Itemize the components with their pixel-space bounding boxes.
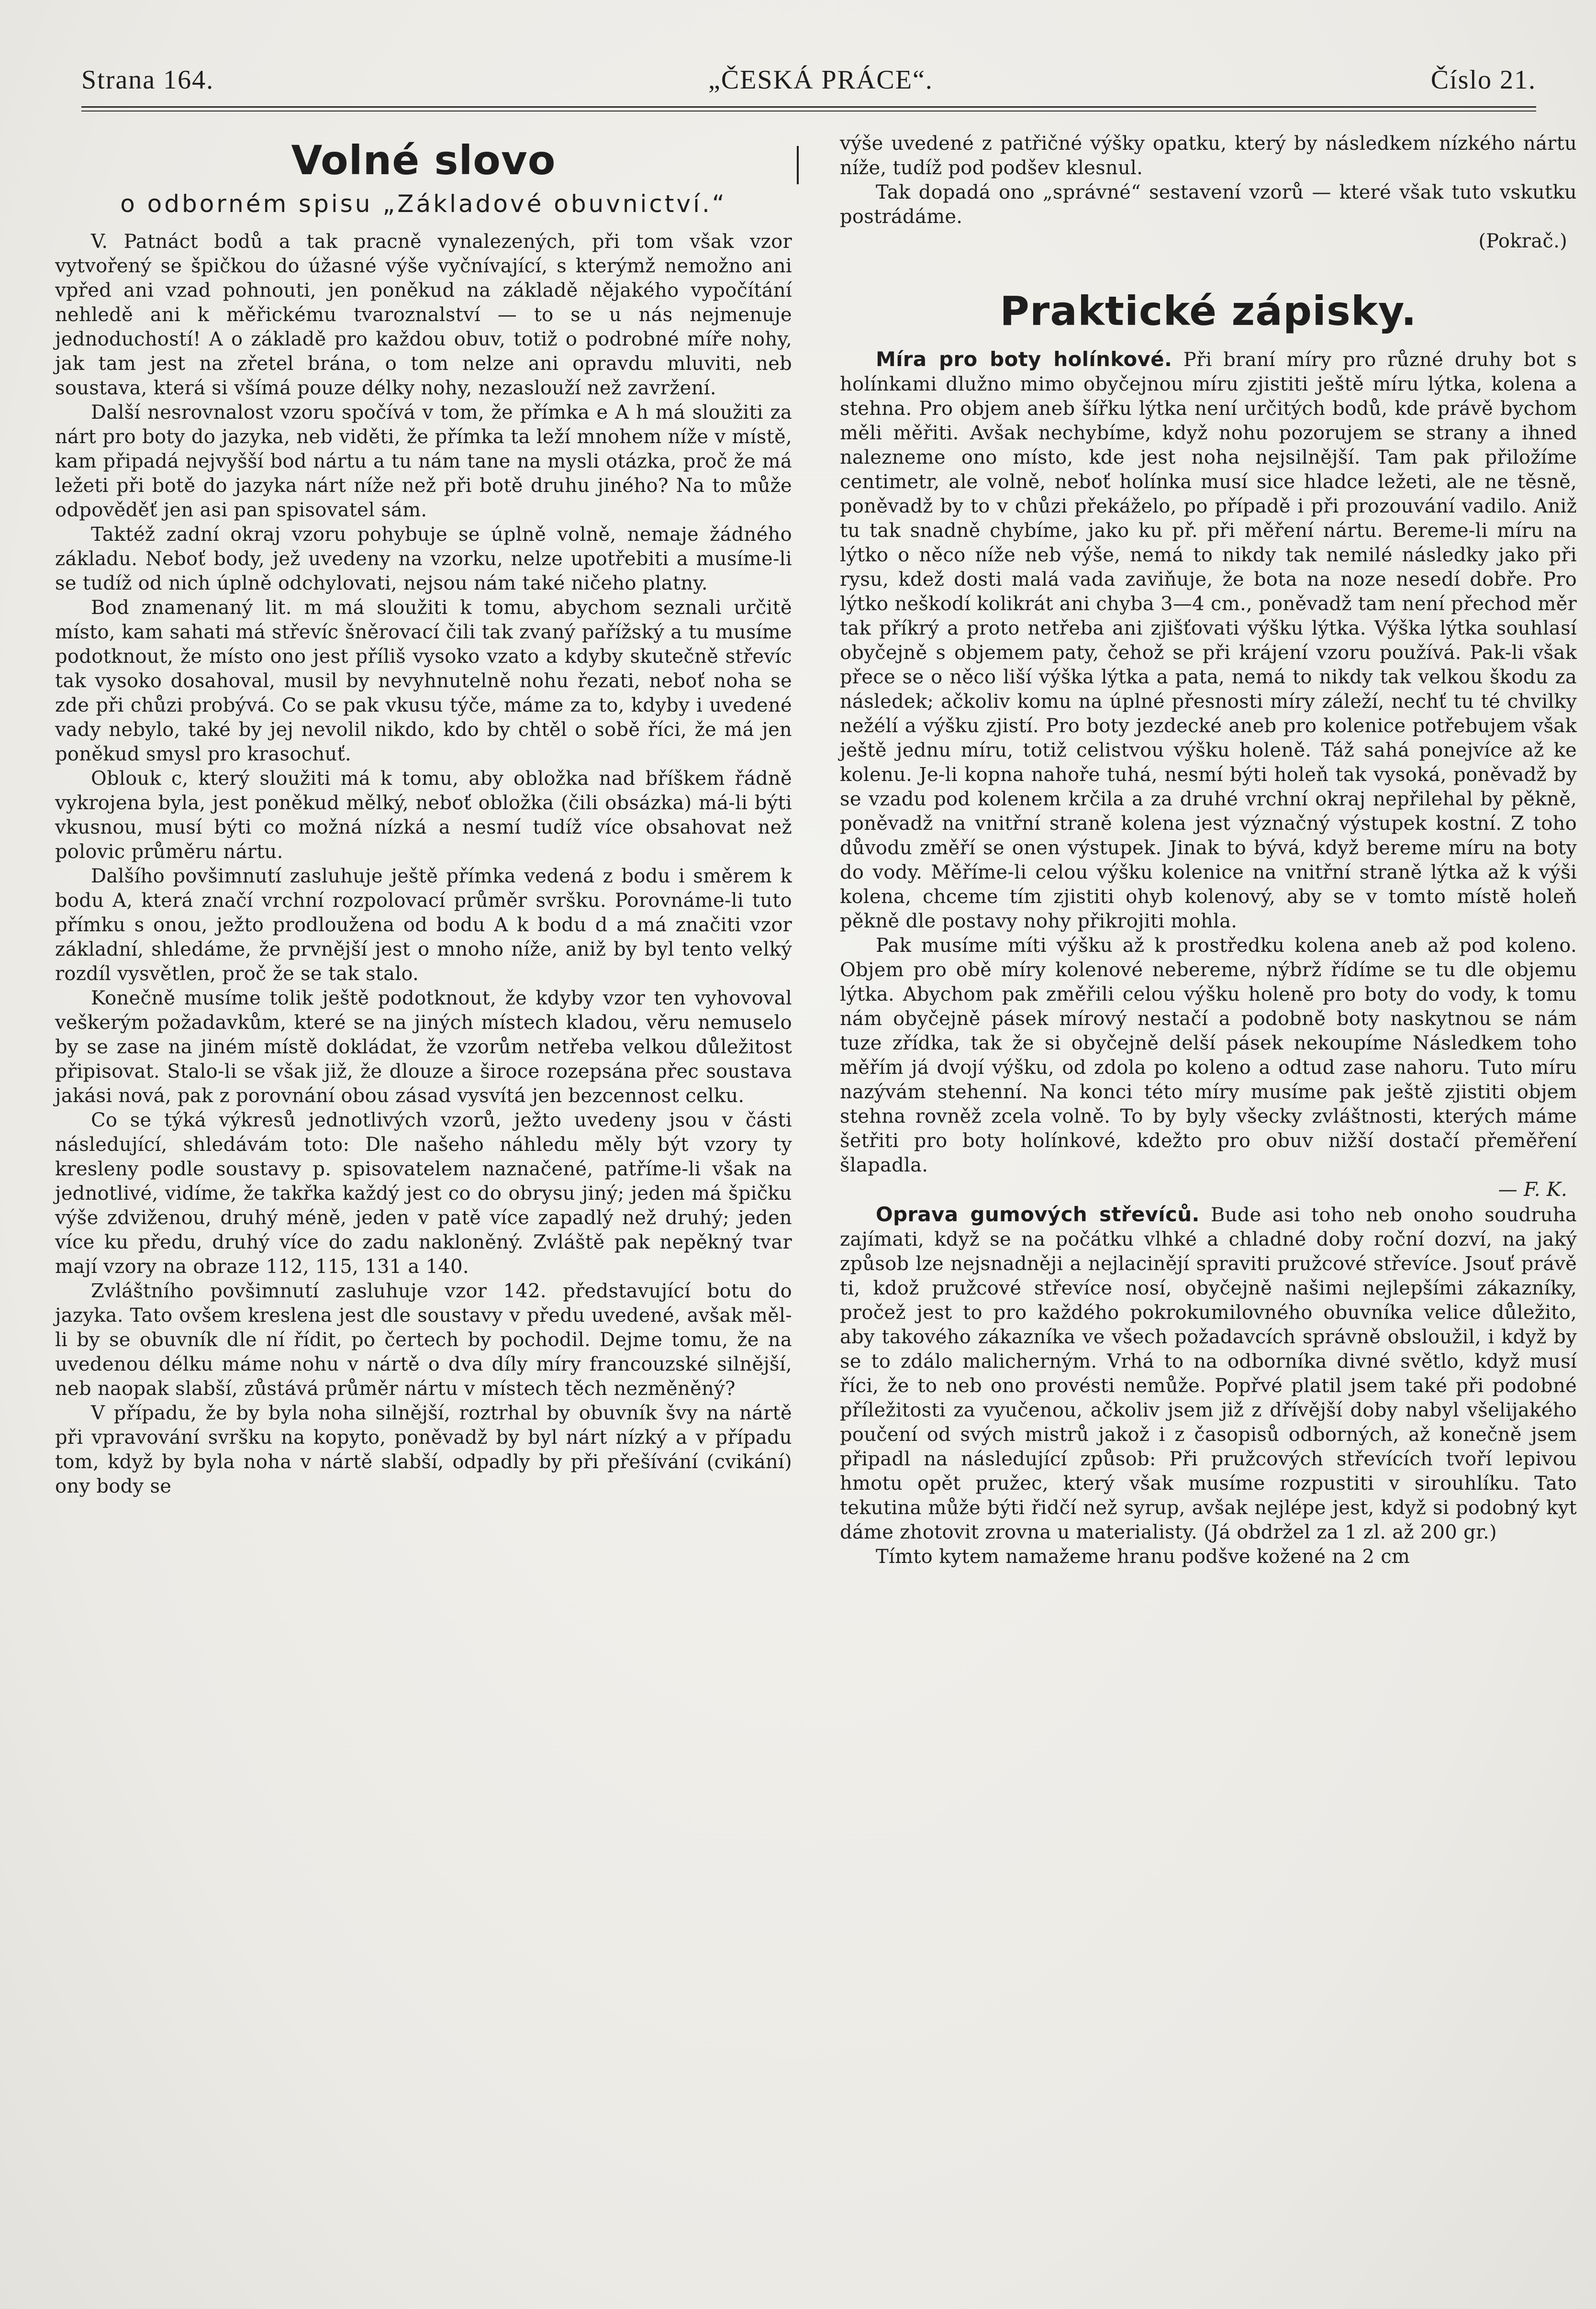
paragraph: Konečně musíme tolik ještě podotknout, že kdyby vzor ten vyhovoval veškerým požadavkům, které se na jiných místech kladou, věru nemuselo by se zase na jiném místě dokládat, že vzorům netřeba velkou důležitost připisovat. Stalo-li se však již, že dlouze a široce rozepsána přec soustava jakási nová, pak z porovnání obou zásad vysvítá jen bezcennost celku. bbox=[55, 987, 792, 1107]
paragraph: Tímto kytem namažeme hranu podšve kožené na 2 cm bbox=[876, 1545, 1410, 1568]
right-column bbox=[840, 132, 1577, 1569]
article-subtitle: o odborném spisu „Základové obuvnictví.“ bbox=[120, 190, 727, 218]
to-be-continued: (Pokrač.) bbox=[1478, 230, 1567, 252]
paragraph: Dalšího povšimnutí zasluhuje ještě přímka vedená z bodu i směrem k bodu A, která značí vrchní rozpolovací průměr svršku. Porovnáme-li tuto přímku s onou, ježto prodloužena od bodu A k bodu d a má značiti vzor základní, shledáme, že prvnější jest o mnoho níže, aniž by byl tento velký rozdíl vysvětlen, proč že se tak stalo. bbox=[55, 865, 792, 985]
article-boots-text: Při braní míry pro různé druhy bot s holínkami dlužno mimo obyčejnou míru zjistiti ještě míru lýtka, kolena a stehna. Pro objem aneb šířku lýtka není určitých bodů, kde právě bychom měli měřiti. Avšak nechybíme, když nohu pozorujem se strany a ihned nalezneme ono místo, kde jest noha nejsilnější. Tam pak přiložíme centimetr, ale volně, neboť holínka musí sice hladce ležeti, ale ne těsně, poněvadž by to v chůzi překáželo, po případě i při prozouvání vadilo. Aniž tu tak snadně chybíme, jako ku př. při měření nártu. Bereme-li míru na lýtko o něco níže neb výše, nemá to nikdy tak nemilé následky jako při rysu, kdež dosti malá vada zaviňuje, že bota na noze nesedí dobře. Pro lýtko neškodí kolikrát ani chyba 3—4 cm., poněvadž tam není přechod měr tak příkrý a proto netřeba ani zjišťovati výšku lýtka. Výška lýtka souhlasí obyčejně s objemem paty, čehož se při krájení vzoru používá. Pak-li však přece se o něco liší výška lýtka a pata, nemá to nikdy tak velkou škodu za následek; ačkoliv komu na úplné přesnosti míry záleží, nechť tu té chvilky nežélí a výšku zjistí. Pro boty jezdecké aneb pro kolenice potřebujem však ještě jednu míru, totiž celistvou výšku holeně. Táž sahá ponejvíce až ke kolenu. Je-li kopna nahoře tuhá, nesmí býti holeň tak vysoká, poněvadž by se vzadu pod kolenem krčila a za druhé vrchní okraj nepřilehal by pěkně, poněvadž na vnitřní straně kolena jest význačný výstupek kostní. Z toho důvodu změří se onen výstupek. Jinak to bývá, když bereme míru na boty do vody. Měříme-li celou výšku kolenice na vnitřní straně lýtka až k výši kolena, chceme tím zjistiti ohyb kolenový, aby se v tomto místě holeň pěkně dle postavy nohy přikrojiti mohla. bbox=[840, 348, 1577, 932]
article-boots-lead: Míra pro boty holínkové. bbox=[876, 347, 1172, 371]
column-divider bbox=[797, 146, 799, 184]
paragraph: V. Patnáct bodů a tak pracně vynalezených, při tom však vzor vytvořený se špičkou do úžasné výše vyčnívající, s kterýmž nemožno ani vpřed ani vzad pohnouti, jen poněkud na základě nějakého vypočítání nehledě ani k měřickému tvaroznalství — to se u nás nejmenuje jednoduchostí! A o základě pro každou obuv, totiž o podrobné míře nohy, jak tam jest na zřetel brána, o tom nelze ani opravdu mluviti, neb soustava, která si všímá pouze délky nohy, nezaslouží než zavržení. bbox=[55, 230, 792, 399]
paragraph: Další nesrovnalost vzoru spočívá v tom, že přímka e A h má sloužiti za nárt pro boty do jazyka, neb viděti, že přímka ta leží mnohem níže v místě, kam připadá nejvyšší bod nártu a tu nám tane na mysli otázka, proč že má ležeti při botě do jazyka nárt níže než při botě druhu jiného? Na to může odpověděť jen asi pan spisovatel sám. bbox=[55, 401, 792, 521]
paragraph: Bod znamenaný lit. m má sloužiti k tomu, abychom seznali určitě místo, kam sahati má střevíc šněrovací čili tak zvaný pařížský a tu musíme podotknout, že místo ono jest příliš vysoko vzato a kdyby skutečně střevíc tak vysoko dosahoval, musil by nevyhnutelně nohu řezati, neboť noha se zde při chůzi probývá. Co se pak vkusu týče, máme za to, kdyby i uvedené vady nebylo, také by jej nevolil nikdo, kdo by chtěl o sobě říci, že má jen poněkud smysl pro krasochuť. bbox=[55, 596, 792, 765]
issue-number: Číslo 21. bbox=[1430, 65, 1536, 95]
page-header bbox=[81, 65, 1536, 103]
continuation-paragraph: výše uvedené z patřičné výšky opatku, který by následkem nízkého nártu níže, tudíž pod podšev klesnul. bbox=[840, 133, 1577, 179]
section-title: Praktické zápisky. bbox=[1000, 288, 1417, 335]
article-rubber-text: Bude asi toho neb onoho soudruha zajímati, když se na počátku vlhké a chladné doby roční dozví, na jaký způsob lze nejsnadněji a nejlacinějí spraviti pružcové střevíce. Jsouť právě ti, kdož pružcové střevíce nosí, obyčejně našimi nejlepšími zákazníky, pročež jest to pro každého pokrokumilovného obuvníka velice důležito, aby takového zákazníka ve všech požadavcích správně obsloužil, i když by se to zdálo malicherným. Vrhá to na odborníka divné světlo, když musí říci, že to neb ono provésti nemůže. Popřvé platil jsem také při podobné příležitosti za vyučenou, ačkoliv jsem již z dřívější doby nabyl všelijakého poučení od svých mistrů jakož i z časopisů odborných, až konečně jsem připadl na následující způsob: Při pružcových střevících tvoří lepivou hmotu opět pružec, který však musíme rozpustiti v sirouhlíku. Tato tekutina může býti řidčí než syrup, avšak nejlépe jest, když si podobný kyt dáme zhotovit zrovna u materialisty. (Já obdržel za 1 zl. až 200 gr.) bbox=[840, 1204, 1577, 1543]
paragraph: Pak musíme míti výšku až k prostředku kolena aneb až pod koleno. Objem pro obě míry kolenové nebereme, nýbrž řídíme se tu dle objemu lýtka. Abychom pak změřili celou výšku holeně pro boty do vody, k tomu nám obyčejně pásek mírový nestačí a podobně boty naskytnou se nám tuze zřídka, tak že si obyčejně delší pásek nekoupíme Následkem toho měřím já dvojí výšku, od zdola po koleno a odtud zase nahoru. Tuto míru nazývám stehenní. Na konci této míry musíme pak ještě zjistiti objem stehna rovněž zcela volně. To by byly všecky zvláštnosti, kterých máme šetřiti pro boty holínkové, kdežto pro obuv nižší dostačí přeměření šlapadla. bbox=[840, 934, 1577, 1176]
article-rubber-paragraph bbox=[840, 1202, 1577, 1545]
paragraph: V případu, že by byla noha silnější, roztrhal by obuvník švy na nártě při vpravování svršku na kopyto, poněvadž by byl nárt nízký a v případu tom, když by byla noha v nártě slabší, odpadly by při přešívání (cvikání) ony body se bbox=[55, 1402, 792, 1497]
paragraph: Taktéž zadní okraj vzoru pohybuje se úplně volně, nemaje žádného základu. Neboť body, jež uvedeny na vzorku, nelze upotřebiti a musíme-li se tudíž od nich úplně odchylovati, nejsou nám také ničeho platny. bbox=[55, 523, 792, 594]
left-column bbox=[55, 132, 792, 1499]
paragraph: Oblouk c, který sloužiti má k tomu, aby obložka nad bříškem řádně vykrojena byla, jest poněkud mělký, neboť obložka (čili obsázka) má-li býti vkusnou, musí býti co možná nízká a nesmí tudíž více obsahovat než polovic průměru nártu. bbox=[55, 767, 792, 863]
article-rubber-lead: Oprava gumových střevíců. bbox=[876, 1202, 1200, 1226]
paragraph: Co se týká výkresů jednotlivých vzorů, ježto uvedeny jsou v části následující, shledávám toto: Dle našeho náhledu měly být vzory ty kresleny podle soustavy p. spisovatelem naznačené, patříme-li však na jednotlivé, vidíme, že takřka každý jest co do obrysu jiný; jeden má špičku výše zdviženou, druhý méně, jeden v patě více zapadlý než druhý; jeden více ku předu, druhý více do zadu nakloněný. Zvláště pak nepěkný tvar mají vzory na obraze 112, 115, 131 a 140. bbox=[55, 1109, 792, 1278]
signature: — F. K. bbox=[1498, 1178, 1567, 1201]
paragraph: Zvláštního povšimnutí zasluhuje vzor 142. představující botu do jazyka. Tato ovšem kreslena jest dle soustavy v předu uvedené, avšak měl-li by se obuvník dle ní řídit, po čertech by pochodil. Dejme tomu, že na uvedenou délku máme nohu v nártě o dva díly míry francouzské silnější, neb naopak slabší, zůstává průměr nártu v místech těch nezměněný? bbox=[55, 1280, 792, 1400]
closing-paragraph: Tak dopadá ono „správné“ sestavení vzorů — které však tuto vskutku postrádáme. bbox=[840, 181, 1577, 228]
article-boots-paragraph bbox=[840, 347, 1577, 934]
journal-title: „ČESKÁ PRÁCE“. bbox=[708, 65, 933, 95]
header-rule bbox=[81, 106, 1536, 112]
article-title: Volné slovo bbox=[291, 137, 556, 184]
page-number: Strana 164. bbox=[81, 65, 214, 95]
